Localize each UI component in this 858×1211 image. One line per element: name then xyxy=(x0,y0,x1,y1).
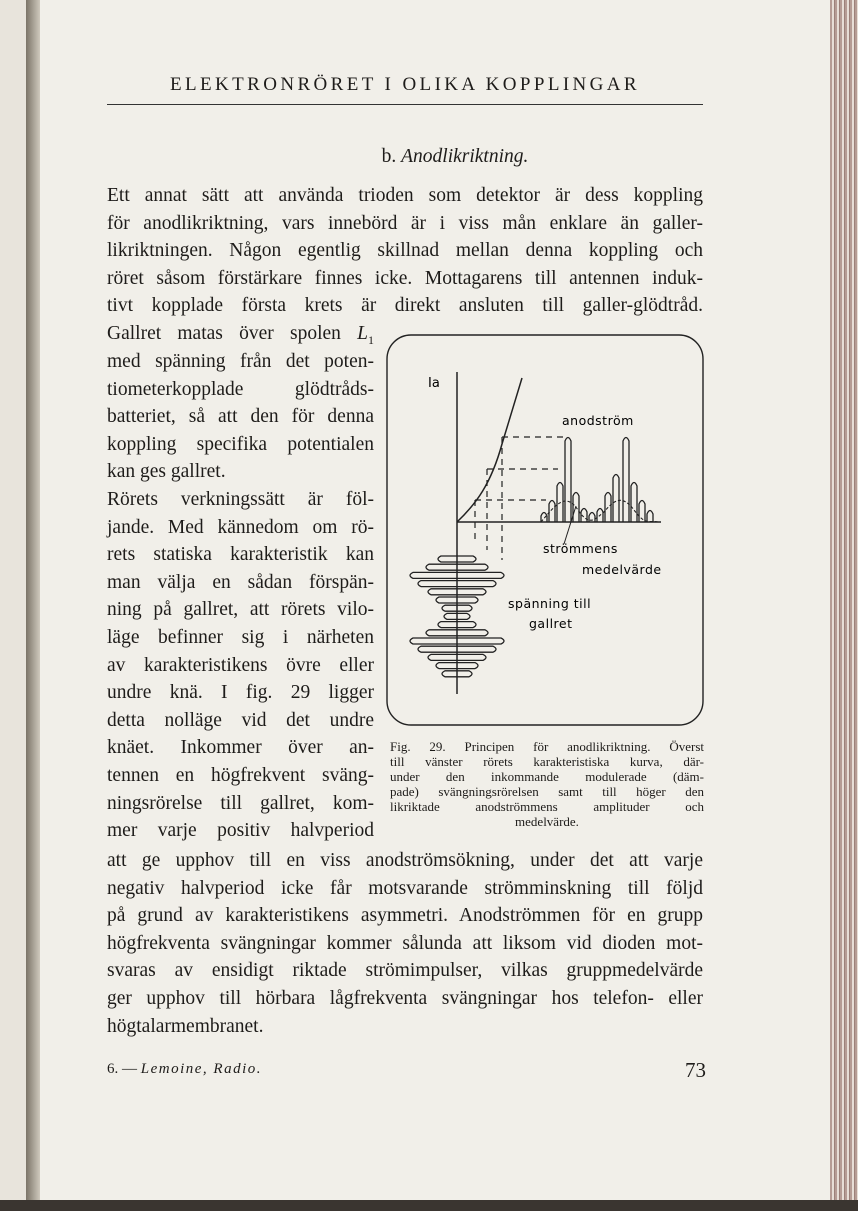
footer-signature: 6. — Lemoine, Radio. xyxy=(107,1061,262,1077)
current-pulse xyxy=(623,438,629,523)
body-line: mer varje positiv halvperiod xyxy=(107,820,374,842)
current-pulse xyxy=(565,438,571,523)
body-line: av karakteristikens övre eller xyxy=(107,654,374,676)
body-line: svaras av ensidigt riktade strömimpulser, vilkas gruppmedelvärde xyxy=(107,960,703,982)
figure-frame xyxy=(387,335,703,725)
body-line: läge befinner sig i närheten xyxy=(107,627,374,648)
body-line: batteriet, så att den för denna xyxy=(107,406,374,428)
label-anodstrom: anodström xyxy=(562,413,634,428)
section-title: Anodlikriktning. xyxy=(401,146,529,167)
label-spanning: spänning till xyxy=(508,596,592,611)
current-pulse xyxy=(613,475,619,523)
section-heading xyxy=(0,146,858,168)
figure-caption: Fig. 29. Principen för anodlikriktning. Överst till vänster rörets karakteristiska kurva, där- under den inkommande modulerade (däm- pade) svängningsrörelsen samt till höger den likriktade anodströmmens amplituder och medelvärde. xyxy=(390,739,704,829)
current-pulse xyxy=(631,483,637,523)
body-line: tivt kopplade första krets är direkt ansluten till galler-glödtråd. xyxy=(107,295,703,317)
mean-value-curve xyxy=(541,500,658,522)
bottom-shadow xyxy=(0,1200,858,1211)
running-header: ELEKTRONRÖRET I OLIKA KOPPLINGAR xyxy=(170,74,640,95)
body-line: att ge upphov till en viss anodströmsökning, under det att varje xyxy=(107,850,703,871)
label-gallret: gallret xyxy=(529,616,573,631)
body-line: negativ halvperiod icke får motsvarande strömminskning till följd xyxy=(107,877,703,899)
body-line: undre knä. I fig. 29 ligger xyxy=(107,682,374,704)
body-line: detta nolläge vid det undre xyxy=(107,709,374,731)
page-block-edge xyxy=(830,0,858,1211)
body-line: Rörets verkningssätt är föl- xyxy=(107,489,374,510)
body-line: ger upphov till hörbara lågfrekventa svängningar hos telefon- eller xyxy=(107,988,703,1009)
body-line: för anodlikriktning, vars innebörd är i viss mån enklare än galler- xyxy=(107,212,703,234)
current-pulse xyxy=(647,511,653,523)
label-ia: Ia xyxy=(428,376,440,391)
figure-29 xyxy=(386,334,704,726)
body-line: med spänning från det poten- xyxy=(107,351,374,372)
header-rule xyxy=(107,104,703,105)
body-line: högfrekventa svängningar kommer sålunda att liksom vid dioden mot- xyxy=(107,932,703,954)
body-line: tennen en högfrekvent sväng- xyxy=(107,765,374,786)
body-line: tiometerkopplade glödtråds- xyxy=(107,378,374,400)
book-gutter xyxy=(26,0,40,1211)
body-line: kan ges gallret. xyxy=(107,461,226,483)
anode-current-pulses xyxy=(541,438,653,523)
current-pulse xyxy=(549,501,555,523)
body-line: man välja en sådan förspän- xyxy=(107,571,374,593)
body-line: högtalarmembranet. xyxy=(107,1015,264,1037)
body-line: jande. Med kännedom om rö- xyxy=(107,516,374,538)
body-line: ning på gallret, att rörets vilo- xyxy=(107,599,374,621)
page-number: 73 xyxy=(685,1058,706,1082)
facing-page-edge xyxy=(0,0,27,1211)
body-line: ningsrörelse till gallret, kom- xyxy=(107,792,374,814)
body-line: Ett annat sätt att använda trioden som detektor är dess koppling xyxy=(107,185,703,206)
body-line: knäet. Inkommer över an- xyxy=(107,737,374,759)
body-line: Gallret matas över spolen $L_1$ xyxy=(107,323,374,347)
body-line: koppling specifika potentialen xyxy=(107,433,374,455)
label-medelvarde: medelvärde xyxy=(582,562,662,577)
label-strommens: strömmens xyxy=(543,541,618,556)
body-line: rets statiska karakteristik kan xyxy=(107,544,374,566)
mean-pointer xyxy=(564,506,576,544)
body-line: likriktningen. Någon egentlig skillnad mellan denna koppling och xyxy=(107,240,703,262)
body-line: på grund av karakteristikens asymmetri. Anodströmmen för en grupp xyxy=(107,905,703,927)
section-number: b. xyxy=(381,146,397,167)
body-line: röret såsom förstärkare finnes icke. Mottagarens till antennen induk- xyxy=(107,267,703,289)
